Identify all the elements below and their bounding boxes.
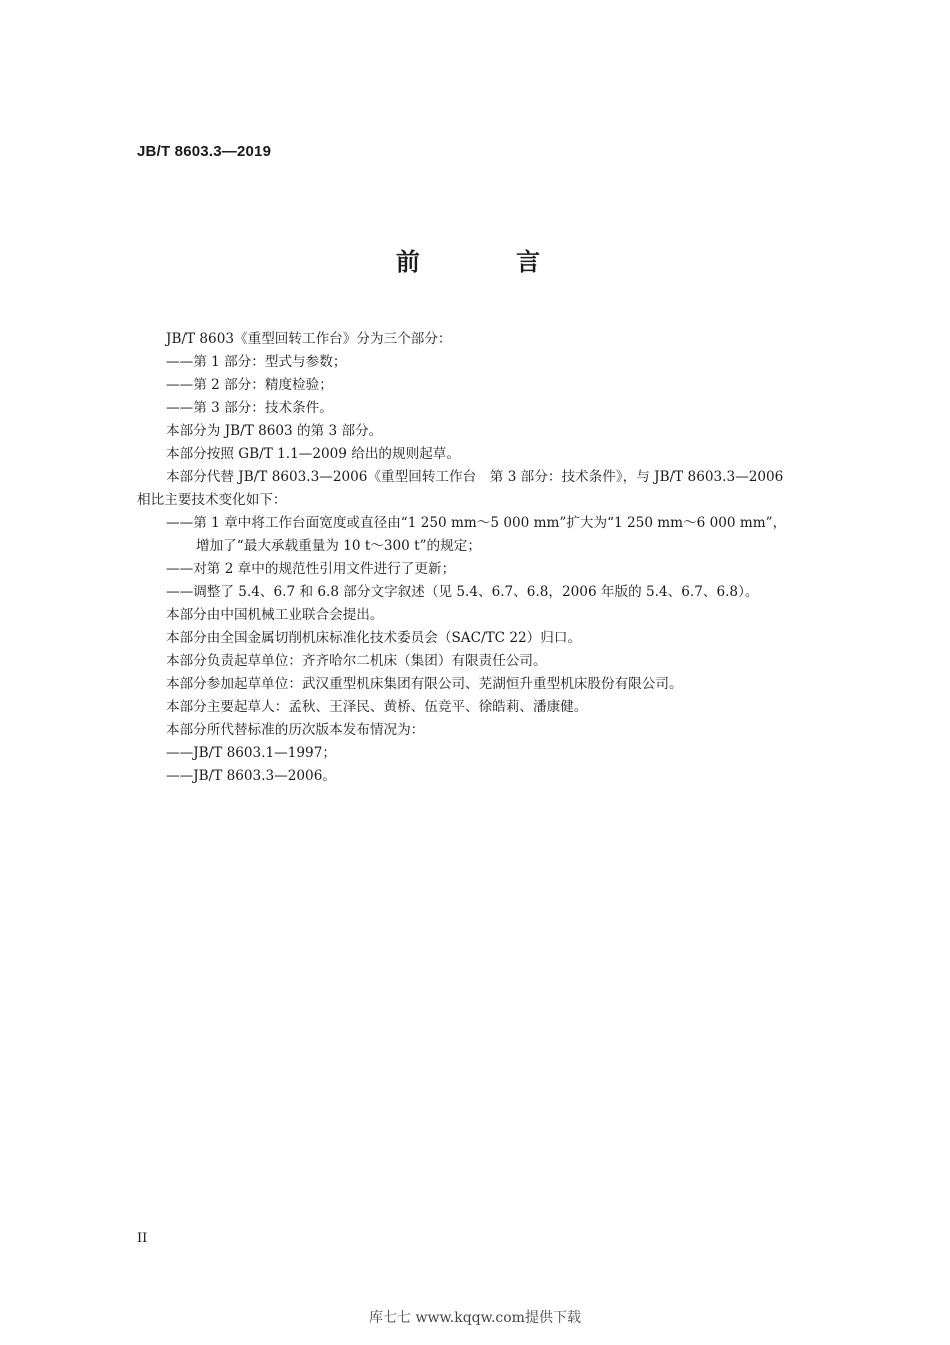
paragraph: 本部分负责起草单位：齐齐哈尔二机床（集团）有限责任公司。 [166, 653, 547, 669]
list-item-continuation: 增加了“最大承载重量为 10 t～300 t”的规定； [196, 538, 481, 554]
paragraph: 本部分主要起草人：孟秋、王泽民、黄桥、伍竞平、徐皓莉、潘康健。 [166, 699, 588, 715]
list-item: ——第 3 部分：技术条件。 [166, 400, 333, 416]
page-title: 前 言 [395, 248, 585, 276]
paragraph: 本部分代替 JB/T 8603.3—2006《重型回转工作台 第 3 部分：技术条件》，与 JB/T 8603.3—2006 [166, 469, 784, 485]
paragraph: 本部分按照 GB/T 1.1—2009 给出的规则起草。 [166, 446, 460, 462]
paragraph: 本部分参加起草单位：武汉重型机床集团有限公司、芜湖恒升重型机床股份有限公司。 [166, 676, 683, 692]
list-item: ——调整了 5.4、6.7 和 6.8 部分文字叙述（见 5.4、6.7、6.8，2006 年版的 5.4、6.7、6.8）。 [166, 584, 759, 600]
page-number: II [137, 1231, 148, 1246]
paragraph-continuation: 相比主要技术变化如下： [137, 492, 287, 508]
download-footer: 库七七 www.kqqw.com提供下载 [369, 1310, 581, 1326]
standard-number: JB/T 8603.3—2019 [137, 143, 272, 160]
paragraph: 本部分为 JB/T 8603 的第 3 部分。 [166, 423, 383, 439]
list-item: ——对第 2 章中的规范性引用文件进行了更新； [166, 561, 456, 577]
list-item: ——第 1 部分：型式与参数； [166, 354, 347, 370]
paragraph: 本部分所代替标准的历次版本发布情况为： [166, 722, 425, 738]
list-item: ——JB/T 8603.3—2006。 [166, 768, 336, 784]
paragraph: 本部分由全国金属切削机床标准化技术委员会（SAC/TC 22）归口。 [166, 630, 582, 646]
paragraph: 本部分由中国机械工业联合会提出。 [166, 607, 384, 623]
list-item: ——JB/T 8603.1—1997； [166, 745, 336, 761]
foreword-body [137, 328, 847, 788]
list-item: ——第 1 章中将工作台面宽度或直径由“1 250 mm～5 000 mm”扩大为“1 250 mm～6 000 mm”， [166, 515, 787, 531]
list-item: ——第 2 部分：精度检验； [166, 377, 333, 393]
paragraph: JB/T 8603《重型回转工作台》分为三个部分： [166, 331, 452, 347]
